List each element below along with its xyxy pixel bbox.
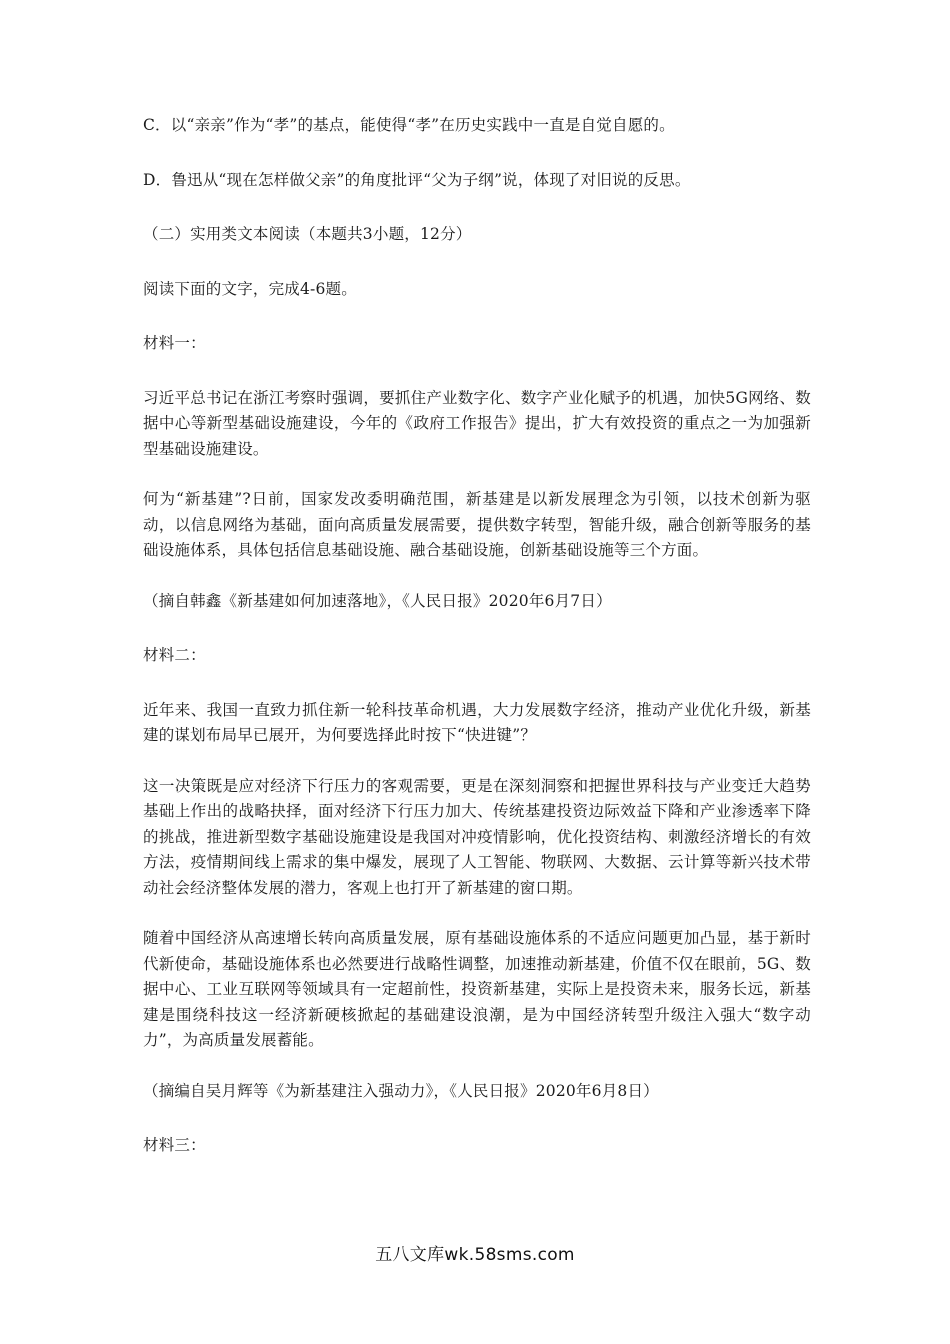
option-d: D．鲁迅从“现在怎样做父亲”的角度批评“父为子纲”说，体现了对旧说的反思。 bbox=[143, 170, 691, 189]
material-two-label: 材料二： bbox=[143, 646, 206, 664]
option-c: C．以“亲亲”作为“孝”的基点，能使得“孝”在历史实践中一直是自觉自愿的。 bbox=[143, 116, 675, 134]
material-two-paragraph-1: 近年来、我国一直致力抓住新一轮科技革命机遇，大力发展数字经济，推动产业优化升级，新基建的谋划布局早已展开，为何要选择此时按下“快进键”？ bbox=[143, 700, 811, 744]
instruction: 阅读下面的文字，完成4-6题。 bbox=[143, 279, 357, 298]
section-heading: （二）实用类文本阅读（本题共3小题，12分） bbox=[143, 225, 472, 243]
document-body bbox=[143, 113, 811, 1188]
material-two-paragraph-3: 随着中国经济从高速增长转向高质量发展，原有基础设施体系的不适应问题更加凸显，基于新时代新使命，基础设施体系也必然要进行战略性调整，加速推动新基建，价值不仅在眼前，5G、数据中心、工业互联网等领域具有一定超前性，投资新基建，实际上是投资未来，服务长远，新基建是围绕科技这一经济新硬核掀起的基础建设浪潮，是为中国经济转型升级注入强大“数字动力”，为高质量发展蓄能。 bbox=[143, 929, 811, 1049]
material-one-paragraph-1: 习近平总书记在浙江考察时强调，要抓住产业数字化、数字产业化赋予的机遇，加快5G网络、数据中心等新型基础设施建设，今年的《政府工作报告》提出，扩大有效投资的重点之一为加强新型基础设施建设。 bbox=[143, 388, 811, 458]
footer-watermark: 五八文库wk.58sms.com bbox=[375, 1245, 575, 1265]
material-one-paragraph-2: 何为“新基建”?日前，国家发改委明确范围，新基建是以新发展理念为引领，以技术创新为驱动，以信息网络为基础，面向高质量发展需要，提供数字转型，智能升级，融合创新等服务的基础设施体系，具体包括信息基础设施、融合基础设施，创新基础设施等三个方面。 bbox=[143, 490, 811, 559]
material-one-source: （摘自韩鑫《新基建如何加速落地》，《人民日报》2020年6月7日） bbox=[143, 591, 612, 610]
material-two-paragraph-2: 这一决策既是应对经济下行压力的客观需要，更是在深刻洞察和把握世界科技与产业变迁大趋势基础上作出的战略抉择，面对经济下行压力加大、传统基建投资边际效益下降和产业渗透率下降的挑战，推进新型数字基础设施建设是我国对冲疫情影响，优化投资结构、刺激经济增长的有效方法，疫情期间线上需求的集中爆发，展现了人工智能、物联网、大数据、云计算等新兴技术带动社会经济整体发展的潜力，客观上也打开了新基建的窗口期。 bbox=[143, 776, 811, 897]
material-one-label: 材料一： bbox=[143, 334, 206, 352]
material-two-source: （摘编自吴月辉等《为新基建注入强动力》，《人民日报》2020年6月8日） bbox=[143, 1081, 659, 1100]
material-three-label: 材料三： bbox=[143, 1136, 206, 1154]
